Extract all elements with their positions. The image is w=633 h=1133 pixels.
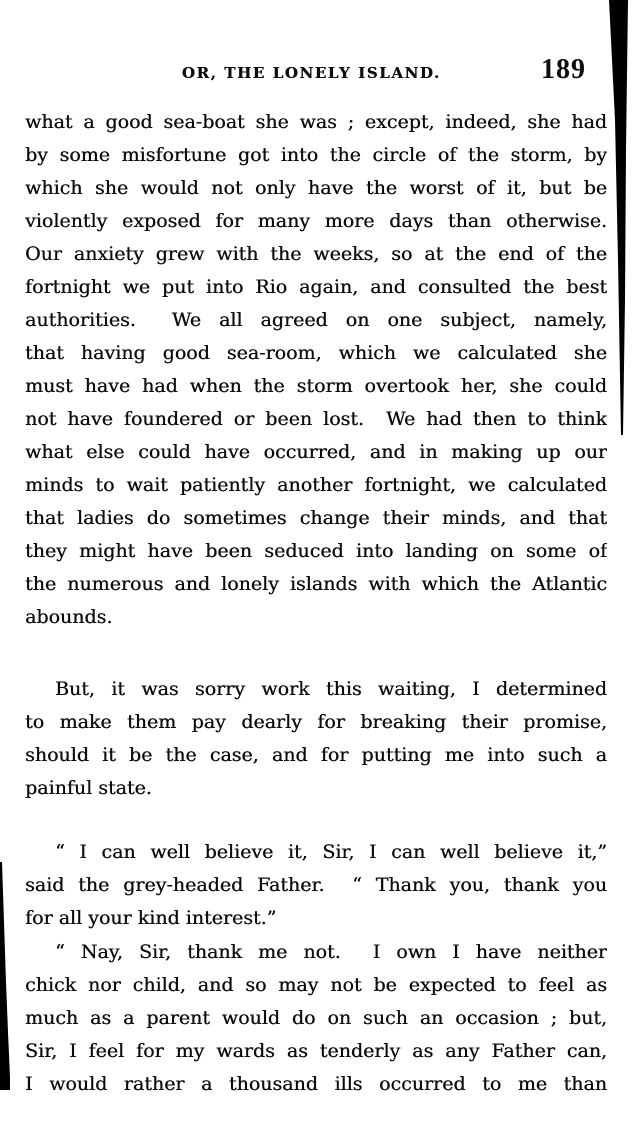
text-line: abounds. (25, 606, 113, 628)
text-line: painful state. (25, 777, 152, 799)
text-line: “ I can well believe it, Sir, I can well believe it,” (55, 841, 607, 863)
text-line: chick nor child, and so may not be expected to feel as (25, 974, 607, 996)
page-text (25, 106, 607, 1101)
text-line: violently exposed for many more days than otherwise. (25, 210, 607, 232)
text-line: minds to wait patiently another fortnight, we calculated (25, 474, 607, 496)
text-line: “ Nay, Sir, thank me not. I own I have neither (55, 941, 607, 963)
text-line: to make them pay dearly for breaking their promise, (25, 711, 607, 733)
text-line: said the grey-headed Father. “ Thank you, thank you (25, 874, 607, 896)
text-line: must have had when the storm overtook her, she could (25, 375, 607, 397)
text-line: much as a parent would do on such an occasion ; but, (25, 1007, 607, 1029)
text-line: that ladies do sometimes change their minds, and that (25, 507, 607, 529)
text-line: Sir, I feel for my wards as tenderly as any Father can, (25, 1040, 607, 1062)
text-line: the numerous and lonely islands with which the Atlantic (25, 573, 607, 595)
paragraph (25, 106, 607, 634)
text-line: which she would not only have the worst of it, but be (25, 177, 607, 199)
text-line: for all your kind interest.” (25, 907, 277, 929)
scan-artifact-binding-shadow-left (0, 862, 12, 1090)
text-line: Our anxiety grew with the weeks, so at the end of the (25, 243, 607, 265)
text-line: by some misfortune got into the circle of the storm, by (25, 144, 607, 166)
paragraph (25, 936, 607, 1101)
text-line: I would rather a thousand ills occurred to me than (25, 1073, 607, 1095)
paragraph (25, 673, 607, 805)
text-line: fortnight we put into Rio again, and consulted the best (25, 276, 607, 298)
text-line: that having good sea-room, which we calculated she (25, 342, 607, 364)
text-line: authorities. We all agreed on one subject, namely, (25, 309, 607, 331)
text-line: they might have been seduced into landing on some of (25, 540, 607, 562)
running-title: OR, THE LONELY ISLAND. (181, 64, 441, 82)
scan-artifact-binding-shadow-right (609, 0, 633, 440)
paragraph (25, 836, 607, 935)
text-line: should it be the case, and for putting me into such a (25, 744, 607, 766)
text-line: what else could have occurred, and in making up our (25, 441, 607, 463)
text-line: But, it was sorry work this waiting, I determined (55, 678, 607, 700)
page-number: 189 (541, 54, 586, 85)
text-line: what a good sea-boat she was ; except, indeed, she had (25, 111, 607, 133)
text-line: not have foundered or been lost. We had then to think (25, 408, 607, 430)
